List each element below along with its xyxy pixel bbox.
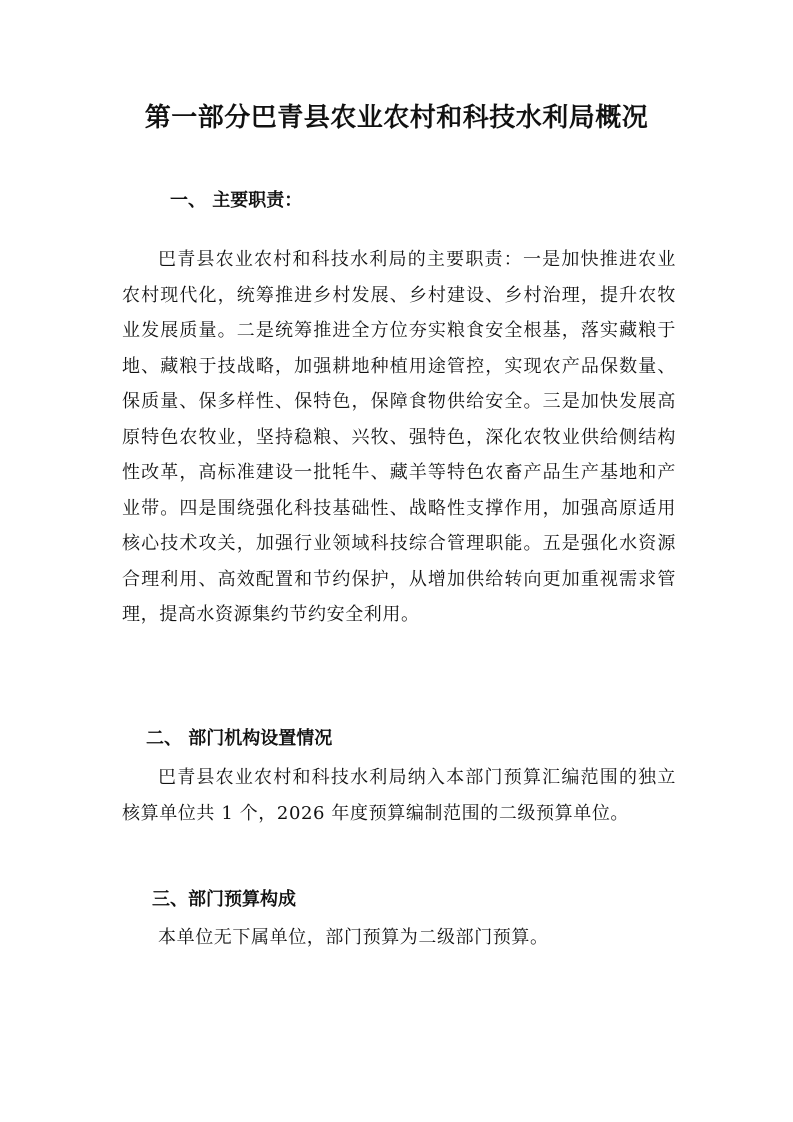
section-body-budget-composition: 本单位无下属单位，部门预算为二级部门预算。 xyxy=(158,927,549,948)
section-heading-organization: 二、 部门机构设置情况 xyxy=(146,728,333,749)
section-body-main-duties: 巴青县农业农村和科技水利局的主要职责：一是加快推进农业农村现代化，统筹推进乡村发展、乡村建设、乡村治理，提升农牧业发展质量。二是统筹推进全方位夯实粮食安全根基，落实藏粮于地、藏粮于技战略，加强耕地种植用途管控，实现农产品保数量、保质量、保多样性、保特色，保障食物供给安全。三是加快发展高原特色农牧业，坚持稳粮、兴牧、强特色，深化农牧业供给侧结构性改革，高标准建设一批牦牛、藏羊等特色农畜产品生产基地和产业带。四是围绕强化科技基础性、战略性支撑作用，加强高原适用核心技术攻关，加强行业领域科技综合管理职能。五是强化水资源合理利用、高效配置和节约保护，从增加供给转向更加重视需求管理，提高水资源集约节约安全利用。 xyxy=(122,249,676,625)
section-heading-budget-composition: 三、部门预算构成 xyxy=(152,889,296,910)
section-body-organization: 巴青县农业农村和科技水利局纳入本部门预算汇编范围的独立核算单位共 1 个，2026 年度预算编制范围的二级预算单位。 xyxy=(122,767,676,824)
section-heading-main-duties: 一、 主要职责： xyxy=(170,190,303,211)
document-title: 第一部分巴青县农业农村和科技水利局概况 xyxy=(144,103,649,133)
